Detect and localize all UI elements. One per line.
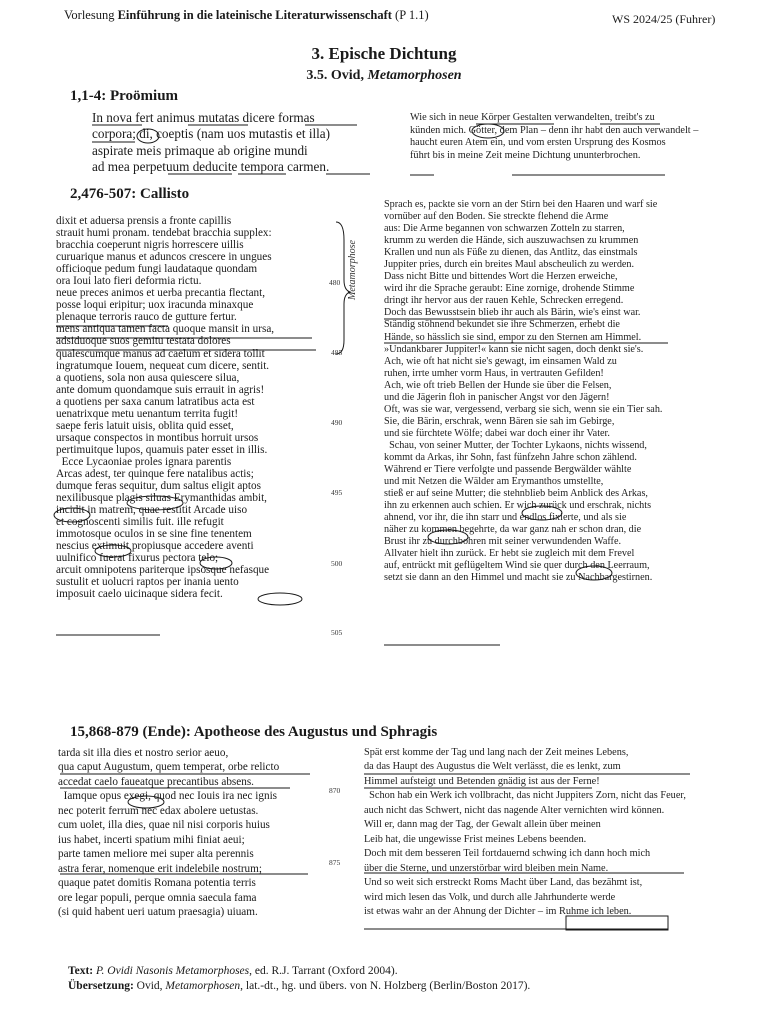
latin-line: imposuit caelo uicinaque sidera fecit. <box>56 588 223 601</box>
latin-line: adsiduoque suos gemitu testata dolores <box>56 335 231 348</box>
german-line: Schau, von seiner Mutter, der Tochter Lykaons, nichts wissend, <box>384 439 647 451</box>
german-line: Sprach es, packte sie vorn an der Stirn bei den Haaren und warf sie <box>384 199 658 210</box>
latin-line: Ecce Lycaoniae proles ignara parentis <box>56 455 232 468</box>
german-line: Juppiter pries, durch ein breites Maul abscheulich zu werden. <box>384 259 635 271</box>
latin-line: uenatrixque metu uenantum territa fugit! <box>56 407 239 420</box>
german-line: stieß er auf seine Mutter; die stehnblieb beim Anblick des Arkas, <box>384 488 648 500</box>
translation-citation <box>68 979 530 994</box>
german-line: Ständig stöhnend bekundet sie ihre Schmerzen, erhebt die <box>384 319 620 331</box>
latin-line: Iamque opus exegi, quod nec Iouis ira nec ignis <box>58 790 278 803</box>
german-line: Allvater hielt ihn zurück. Er hebt sie zugleich mit dem Frevel <box>384 548 635 560</box>
latin-line: ante domum quondamque suis errauit in agris! <box>56 383 265 396</box>
lecture-header <box>64 8 429 23</box>
text-citation <box>68 964 530 979</box>
latin-line: curuarique manus et aduncos crescere in ungues <box>56 251 272 264</box>
latin-line: sustulit et uolucri raptos per inania uento <box>56 576 239 589</box>
german-block-prooemium <box>410 112 698 162</box>
german-line: auf, entrückt mit geflügeltem Wind sie quer durch den Leerraum, <box>384 560 650 572</box>
german-line: Ach, wie oft hat nicht sie's gewagt, im einsamen Wald zu <box>384 355 617 367</box>
latin-line: mens antiqua tamen facta quoque mansit in ursa, <box>56 323 275 336</box>
translation-work-title: Metamorphosen <box>165 980 241 992</box>
german-line: Spät erst komme der Tag und lang nach der Zeit meines Lebens, <box>364 747 629 758</box>
german-line: wird ihr die Sprache geraubt: Eine zornige, drohende Stimme <box>384 283 635 295</box>
subchapter-prefix: 3.5. Ovid, <box>306 68 368 83</box>
german-line: ihn zu erkennen auch schien. Er wich zurück und erschrak, nichts <box>384 500 652 512</box>
text-edition-rest: , ed. R.J. Tarrant (Oxford 2004). <box>249 965 398 977</box>
latin-line: saepe feris latuit uisis, oblita quid esset, <box>56 419 234 432</box>
latin-line: astra ferar, nomenque erit indelebile nostrum; <box>58 862 262 875</box>
latin-line: quaque patet domitis Romana potentia terris <box>58 877 256 890</box>
latin-line: posse loqui eripitur; uox iracunda minaxque <box>56 299 254 312</box>
section-heading-callisto: 2,476-507: Callisto <box>70 186 190 202</box>
line-number: 480 <box>329 278 341 287</box>
german-line: und sie fürchtete Wölfe; dabei war doch einer ihr Vater. <box>384 427 610 439</box>
german-line: wird mich lesen das Volk, und durch alle Jahrhunderte werde <box>364 891 616 903</box>
header-suffix: (P 1.1) <box>391 8 429 22</box>
source-citation <box>68 964 530 994</box>
german-line: setzt sie dann an den Himmel und macht sie zu Nachbargestirnen. <box>384 572 653 584</box>
translation-rest: , lat.-dt., hg. und übers. von N. Holzberg (Berlin/Boston 2017). <box>240 980 531 992</box>
line-number: 485 <box>331 348 343 357</box>
german-line: Wie sich in neue Körper Gestalten verwandelten, treibt's zu <box>410 112 655 123</box>
german-line: über die Sterne, und unzerstörbar wird bleiben mein Name. <box>364 862 609 874</box>
german-line: »Undankbarer Juppiter!« kann sie nicht sagen, doch denkt sie's. <box>384 343 644 355</box>
german-line: Oft, was sie war, vergessend, verbarg sie sich, wenn sie ein Tier sah. <box>384 403 663 415</box>
german-line: krumm zu werden die Hände, sich auszuwachsen zu krummen <box>384 235 639 247</box>
semester-label: WS 2024/25 (Fuhrer) <box>612 12 716 26</box>
latin-line: aspirate meis primaque ab origine mundi <box>92 142 308 158</box>
latin-line: dixit et aduersa prensis a fronte capillis <box>56 215 232 227</box>
latin-line: strauit humi pronam. tendebat bracchia supplex: <box>56 227 272 240</box>
latin-line: officioque pedum fungi laudataque quondam <box>56 263 258 276</box>
latin-block-callisto <box>56 215 274 601</box>
german-block-apotheose <box>364 746 686 919</box>
german-line: Ach, wie oft trieb Bellen der Hunde sie über die Felsen, <box>384 379 612 391</box>
german-line: Und so weit sich erstreckt Roms Macht über Land, das bezähmt ist, <box>364 877 643 889</box>
text-label: Text: <box>68 965 94 977</box>
german-line: dringt ihr hervor aus der rauen Kehle, Schrecken erregend. <box>384 295 624 307</box>
german-line: näher zu kommen begehrte, da war ganz nah er schon dran, die <box>384 524 642 536</box>
german-line: Himmel aufsteigt und Betenden gnädig ist aus der Ferne! <box>364 775 600 787</box>
german-line: haucht euren Atem ein, und vom ersten Ursprung des Kosmos <box>410 137 666 149</box>
line-number: 870 <box>329 786 341 795</box>
latin-line: cum uolet, illa dies, quae nil nisi corporis huius <box>58 819 270 832</box>
german-line: aus: Die Arme begannen von schwarzen Zotteln zu starren, <box>384 223 625 235</box>
german-line: und die Jägerin floh in panischer Angst vor den Jägern! <box>384 391 610 403</box>
german-line: Schon hab ein Werk ich vollbracht, das nicht Juppiters Zorn, nicht das Feuer, <box>364 790 686 802</box>
german-line: Doch mit dem besseren Teil fortdauernd schwing ich dann hoch mich <box>364 848 651 860</box>
latin-line: uulnifico fuerat fixurus pectora telo; <box>56 552 219 565</box>
latin-line: bracchia coeperunt nigris horrescere uillis <box>56 239 244 252</box>
header-prefix: Vorlesung <box>64 8 118 22</box>
latin-line: ursaque conspectos in montibus horruit ursos <box>56 431 259 444</box>
latin-line: corpora; di, coeptis (nam uos mutastis et illa) <box>92 126 331 142</box>
german-line: Dass nicht Bitte und bittendes Wort die Herzen erweiche, <box>384 271 618 283</box>
latin-line: nec poterit ferrum nec edax abolere uetustas. <box>58 804 259 817</box>
german-line: Brust ihr zu durchbohren mit seiner verwundenden Waffe. <box>384 536 622 548</box>
german-line: Will er, dann mag der Tag, der Gewalt allein über meinen <box>364 819 601 831</box>
latin-line: nexilibusque plagis siluas Erymanthidas ambit, <box>56 492 267 505</box>
line-number: 505 <box>331 628 343 637</box>
latin-line: nescius extimuit propiusque accedere aventi <box>56 540 254 553</box>
latin-line: et cognoscenti similis fuit. ille refugit <box>56 516 224 529</box>
translation-pre: Ovid, <box>133 980 166 992</box>
german-line: Doch das Bewusstsein blieb ihr auch als Bärin, wie's einst war. <box>384 307 641 319</box>
latin-line: In nova fert animus mutatas dicere formas <box>92 110 315 125</box>
line-number: 495 <box>331 488 343 497</box>
latin-line: parte tamen meliore mei super alta perennis <box>58 848 254 861</box>
german-block-callisto <box>384 199 662 585</box>
latin-line: dumque feras sequitur, dum saltus eligit aptos <box>56 480 261 493</box>
latin-line: a quotiens per saxa canum latratibus acta est <box>56 395 255 408</box>
subchapter-work-title: Metamorphosen <box>367 68 462 83</box>
line-number: 500 <box>331 559 343 568</box>
german-line: Während er Tiere verfolgte und passende Bergwälder wählte <box>384 464 632 476</box>
margin-note-metamorphose: Metamorphose <box>347 240 358 300</box>
latin-line: plenaque terroris rauco de gutture fertur. <box>56 311 237 324</box>
latin-line: qualescumque manus ad caelum et sidera tollit <box>56 347 265 360</box>
subchapter-title <box>0 68 768 84</box>
german-line: führt bis in meine Zeit meine Dichtung ununterbrochen. <box>410 149 641 161</box>
chapter-title: 3. Epische Dichtung <box>311 44 457 63</box>
latin-line: Arcas adest, ter quinque fere natalibus actis; <box>56 467 254 480</box>
latin-line: immotosque oculos in se sine fine tenentem <box>56 528 252 541</box>
latin-block-apotheose <box>58 746 279 919</box>
header-course-title: Einführung in die lateinische Literaturwissenschaft <box>117 8 392 22</box>
latin-line: ore legar populi, perque omnia saecula fama <box>58 891 257 904</box>
latin-line: incidit in matrem, quae restitit Arcade uiso <box>56 504 248 517</box>
german-line: künden mich. Götter, dem Plan – denn ihr habt den auch verwandelt – <box>410 124 699 136</box>
line-number: 490 <box>331 418 343 427</box>
latin-line: accedat caelo faueatque precantibus absens. <box>58 775 254 788</box>
latin-line: ius habet, incerti spatium mihi finiat aeui; <box>58 833 245 846</box>
latin-line: ad mea perpetuum deducite tempora carmen. <box>92 159 330 175</box>
latin-line: tarda sit illa dies et nostro serior aeuo, <box>58 747 229 759</box>
latin-line: a quotiens, sola non ausa quiescere silua, <box>56 371 240 384</box>
german-line: Krallen und nun als Füße zu dienen, das Antlitz, das einstmals <box>384 247 638 259</box>
latin-line: ora Ioui lato fieri deformia rictu. <box>56 275 202 288</box>
german-line: Leib hat, die ungewisse Frist meines Lebens beenden. <box>364 833 587 845</box>
translation-label: Übersetzung: <box>68 980 134 992</box>
german-line: ist etwas wahr an der Ahnung der Dichter – im Ruhme ich leben. <box>364 905 632 917</box>
latin-line: arcuit omnipotens pariterque ipsosque nefasque <box>56 564 270 577</box>
latin-line: (si quid habent ueri uatum praesagia) uiuam. <box>58 905 258 918</box>
latin-line: ingratumque Iouem, nequeat cum dicere, sentit. <box>56 359 270 372</box>
german-line: vornüber auf den Boden. Sie streckte flehend die Arme <box>384 211 609 223</box>
german-line: ruhen, irrte umher vorm Haus, in vertrauten Gefilden! <box>384 367 604 379</box>
latin-line: pertimuitque lupos, quamuis pater esset in illis. <box>56 443 268 456</box>
latin-line: qua caput Augustum, quem temperat, orbe relicto <box>58 761 280 774</box>
section-heading-prooemium: 1,1-4: Proömium <box>70 88 179 104</box>
latin-block-prooemium <box>92 110 330 176</box>
german-line: auch nicht das Schwert, nicht das nagende Alter vernichten wird können. <box>364 804 665 816</box>
latin-line: neue preces animos et uerba precantia flectant, <box>56 287 266 300</box>
german-line: und mit Netzen die Wälder am Erymanthos umstellte, <box>384 476 604 488</box>
german-line: Hände, so hässlich sie sind, empor zu den Sternen am Himmel. <box>384 331 642 343</box>
german-line: Sie, die Bärin, erschrak, wenn Bären sie sah im Gebirge, <box>384 415 615 427</box>
german-line: ahnend, vor ihr, die ihn starr und endlos fixierte, und als sie <box>384 512 627 524</box>
german-line: da das Haupt des Augustus die Welt verlässt, die es lenkt, zum <box>364 761 621 773</box>
line-number: 875 <box>329 858 341 867</box>
section-heading-apotheose: 15,868-879 (Ende): Apotheose des Augustus und Sphragis <box>70 724 438 740</box>
german-line: kommt da Arkas, ihr Sohn, fast fünfzehn Jahre schon zählend. <box>384 451 637 463</box>
text-edition-title: P. Ovidi Nasonis Metamorphoses <box>96 965 250 977</box>
